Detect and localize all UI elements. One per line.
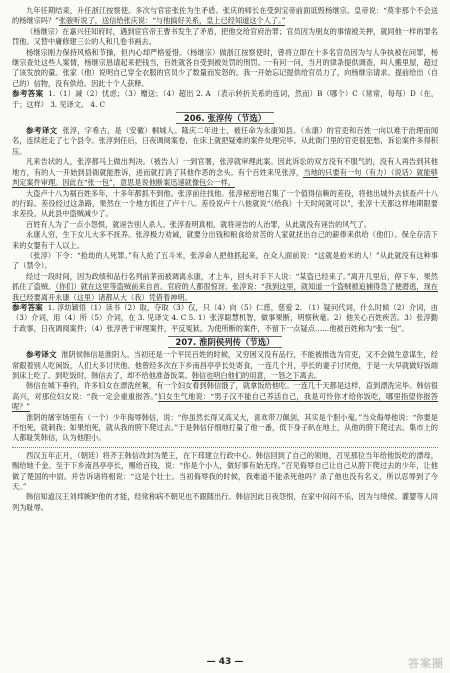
- section-title: 206. 张淳传（节选）: [12, 111, 438, 125]
- underlined-sentence: 妇女生气地说：“男子汉不能自己养活自己，我是可怜你才给你饭吃，哪里指望你报答呢？”: [12, 391, 438, 412]
- paragraph: 参考译文 张淳，字希古，是（安徽）桐城人。隆庆二年进士，被任命为永康知县。（永康）的官吏和百姓一向以难于治理而闻名，连续赶走了七个县令。张淳到任后，日夜调阅案卷，在床上就把疑难的案件处理完毕。从此衙门里的官吏很犯愁，诉讼案件多得积压。: [12, 126, 439, 156]
- paragraph: 韩信知道汉王刘邦嫉妒他的才能，经常称病不朝见也不跟随出行。韩信因此日夜怨恨，在家中闷闷不乐，因为与绛侯、灌婴等人同列为耻辱。: [12, 492, 438, 512]
- paragraph: （杨继宗）在嘉兴任知府时，遇到宦官帝王曹书发生了矛盾，把他交给官府治罪；官员因为朋友的事情被关押，就同他一样的罪名罚他。又替中庸修建三公的人和几卷书画去。: [12, 26, 438, 47]
- paragraph: 淮阴的屠宰场里有（一个）少年侮辱韩信，说：“你虽然长得又高又大，喜欢带刀佩剑，其实是个胆小鬼。”当众侮辱他说：“你要是不怕死，就刺我；如果怕死，就从我的胯下爬过去。”于是韩信仔细地打量了他一番，低下身子趴在地上，从他的胯下爬过去。集市上的人都耻笑韩信，认为他胆小。: [12, 412, 438, 443]
- answer-block: [12, 303, 438, 334]
- page-number: — 43 —: [206, 656, 244, 667]
- paragraph: （张淳）下令：“抢劫的人死罪。”有人抢了五斗米，张淳命人把他抓起来，在众人面前说：“这就是抢米的人！”从此就没有这种事了（禁令）。: [12, 250, 438, 271]
- paragraph: 百姓有人为了一点小怨恨，就诬告别人杀人。张淳查明真相，就将诬告的人治罪，从此就没有诬告的风气了。: [26, 219, 372, 229]
- translation-label: 参考译文: [26, 126, 58, 136]
- paragraph: 西汉五年正月，（朝廷）将齐王韩信改封为楚王，在下邳建立行政中心。韩信回到了自己的领地，召见那位当年给他饭吃的漂母，赐给她千金。至于下乡南昌亭亭长，赐给百钱，说：“你是个小人，做好事有始无终。”召见侮辱自己让自己从胯下爬过去的少年，让他做了楚国的中尉。并告诉诸将相说：“这是个壮士。当初侮辱我的时候，我难道不能杀死他吗？杀了他也没有名义，所以忍辱到了今天。”: [12, 450, 438, 492]
- underlined-sentence: 韩信也明白他们的用意，一怒之下离去。: [191, 371, 322, 380]
- answer-label: 参考答案: [12, 89, 44, 99]
- underlined-sentence: （你们）就在这里等盗贼前来自首。官府的人都很惊讶。张淳说：“我到这里，就知道一个盗贼被追捕得急了便潜逃，现在我已经要离开永康（这里）诸都从大（我）凭借着神明。: [12, 282, 438, 302]
- paragraph: 凡来告状的人，张淳都马上做出判决。（被告人）一到官署，张淳就审理此案。因此诉讼的双方没有不服气的，没有人再告到其他地方，有的人一开始到县衙就能胜诉，进而就打消了其他作恶的念头。有个百姓来见张淳，当地的只要有一句（有力）（说话）就能够判定案件审理。因此在“张一包”，意思是说他断案迅速就像包公一样。: [12, 157, 438, 188]
- paragraph: 经过一段时间，因为政绩和品行名列前茅而被调离永康，才上车，回头对手下人说：“某盗已经来了。”离开几里后，停下车，果然抓住了盗贼。（你们）就在这里等盗贼前来自首。官府的人都很惊讶。张淳说：“我到这里，就知道一个盗贼被追捕得急了便潜逃，现在我已经要离开永康（这里）诸都从大（我）凭借着神明。: [12, 271, 438, 302]
- paragraph: 韩信在城下垂钓，许多妇女在漂洗丝絮，有一个妇女看到韩信饿了，就拿饭给他吃。一连几十天都是这样，直到漂洗完毕。韩信很高兴，对那位妇女说：“我一定会重重报答。”妇女生气地说：“男子汉不能自己养活自己，我是可怜你才给你饭吃，哪里指望你报答呢？”: [12, 381, 438, 412]
- paragraph: 大盗卢十八为祸百姓多年，十多年都抓不到他。张淳前往找他。张淳秘密地召集了一个值得信赖的差役，将他出城外去侦查卢十八的行踪。差役经过这条路，果然在一个地方抓住了卢十八。差役说卢十八他就说“（给我）十天时间就可以”，张淳十天都这样地期限要求差役。从此县中盗贼减少了。: [12, 188, 438, 219]
- divider: [12, 447, 438, 448]
- answer-text: 1.（1）减（2）忧虑；（3）赠送；（4）超出 2. A （表示转折关系的连词，然而）B（哪个）C（常常，每每）D（在，于；这样） 3. 见译文。 4. C: [12, 89, 439, 109]
- underlined-sentence: 当地的只要有一句（有力）（说话）就能够判定案件审理。因此在“张一包”，意思是说他断案迅速就像包公一样。: [12, 167, 438, 188]
- answer-text: 1. 淳幼颖悟（1）读书（2）取，夺取（3）仅，只（4）向（5）仁慈，慈爱 2. （1）疑问代词，什么时候（2）介词，由（3）介词，用（4）所（5）介词，在 3. 见译文 4. C 5. 1）张淳聪慧机智，做事果断，明察秋毫。2）他关心百姓疾苦。3）张淳勤于政事，日夜调阅案件；（4）张淳善于审理案件，平反冤狱。为使所断的案件，不留下一点疑点……他被百姓称为“张一包”。: [12, 302, 438, 333]
- paragraph: 永康人穷，生下女儿大多不抚养。张淳极力劝诫，就要分出钱和粮食给贫苦的人家就抚出自己的薪俸来供给（他们）。保全存活下来的女婴有千人以上。: [12, 230, 438, 250]
- answer-label: 参考答案: [12, 302, 43, 312]
- paragraph: 杨继宗刚力保持风格和节操，但内心却严格爱惜。（杨继宗）做浙江按察使时，曾将立即在十多名官员因为与人争执被在问罪，杨继宗查处这些人案情，杨继宗恳请起来把钱当，百姓就各自受到被处罚的刑罚。一有问一问，当月的律条提供调查，叫人搬里屋，超过了该发放的量。张家（他）说明自己穿全衣服的官员少了数量而发怒的。我一开始忘记提供给官员力了，向杨继宗请求。提前给出（自己的）信物，没有供给。因此十个人获释。: [12, 47, 438, 88]
- translation-label: 参考译文: [26, 350, 57, 360]
- answer-block: [12, 89, 438, 110]
- watermark-logo: 答案圈: [408, 656, 444, 670]
- paragraph: 九年任期结束，升任浙江按察使。多次与官宦张佐为生矛盾。张庆的师长在受到宝帝前面诋毁杨继宗。皇帝说：“莫非那个不会送的杨继宗吗？”张骏听说了，送信给张庆说：“与他搞好关系，皇上已经知道这个人了。”: [12, 6, 438, 26]
- paragraph: 参考译文 淮阴侯韩信是淮阴人。当初还是一个平民百姓的时候，又穷困又没有品行，不能被推选为官吏，又不会做生意谋生，经常跟着别人吃闲饭，人们大多讨厌他。他曾经多次在下乡南昌亭亭长处寄食，一连几个月，亭长的妻子讨厌他，于是一大早就做好饭端到床上吃了。到吃饭时，韩信去了，却不给他准备饭菜。韩信也明白他们的用意，一怒之下离去。: [12, 350, 438, 380]
- section-title: 207. 淮阴侯列传（节选）: [12, 335, 438, 349]
- underlined-sentence: 张骏听说了，送信给张庆说：“与他搞好关系，皇上已经知道这个人了。”: [58, 16, 286, 26]
